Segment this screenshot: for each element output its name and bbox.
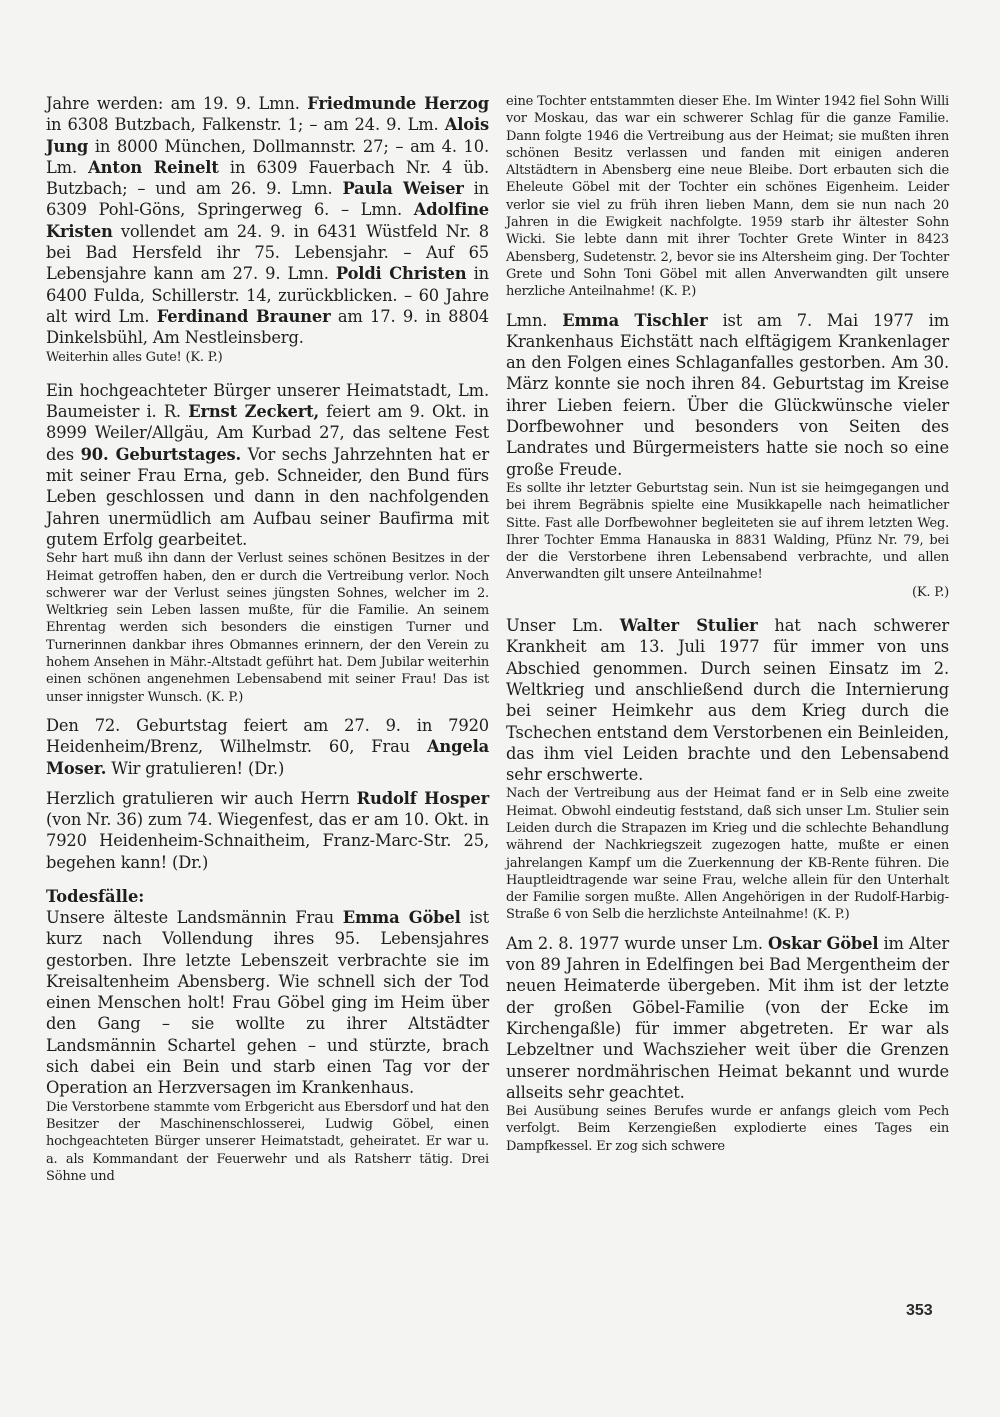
deaths-heading: Todesfälle: — [46, 886, 145, 906]
text-run: in 6400 Fulda, Schillerstr. 14, zurückblicken. – 60 Jahre alt wird Lm. — [46, 264, 489, 326]
stulier-obituary — [506, 615, 949, 785]
name-highlight: Alois Jung — [46, 115, 489, 156]
name-highlight: Emma Göbel — [342, 907, 461, 927]
oskar-goebel-detail: Bei Ausübung seines Berufes wurde er anfangs gleich vom Pech verfolgt. Beim Kerzengießen explodierte eines Tages ein Dampfkessel. Er zog sich schwere — [506, 1104, 949, 1154]
text-run: Am 2. 8. 1977 wurde unser Lm. — [506, 933, 768, 953]
text-run: feiert am 9. Okt. in 8999 Weiler/Allgäu, Am Kurbad 27, das seltene Fest des — [46, 402, 489, 464]
birthdays-list-paragraph — [46, 93, 489, 349]
text-run: ist am 7. Mai 1977 im Krankenhaus Eichstätt nach elftägigem Krankenlager an den Folgen eines Schlaganfalles gestorben. Am 30. März konnte sie noch ihren 84. Geburtstag im Kreise ihrer Lieben feiern. Über die Glückwünsche vieler Dorfbewohner und besonders von Seiten des Landrates und Bürgermeisters hatte sie noch so eine große Freude. — [506, 310, 949, 479]
text-run: am 17. 9. in 8804 Dinkelsbühl, Am Nestleinsberg. — [46, 306, 489, 348]
text-run: Ein hochgeachteter Bürger unserer Heimatstadt, Lm. Baumeister i. R. — [46, 380, 489, 422]
page-number: 353 — [906, 1302, 933, 1319]
text-run: ist kurz nach Vollendung ihres 95. Lebensjahres gestorben. Ihre letzte Lebenszeit verbrachte sie im Kreisaltenheim Abensberg. Wie schnell sich der Tod einen Menschen holt! Frau Göbel ging im Heim über den Gang – sie wollte zu ihrer Altstädter Landsmännin Schartel gehen – und stürzte, brach sich dabei ein Bein und starb einen Tag vor der Operation an Herzversagen im Krankenhaus. — [46, 907, 489, 1098]
hosper-announcement — [46, 788, 489, 873]
name-highlight: Anton Reinelt — [88, 157, 219, 177]
text-run: in 6309 Fauerbach Nr. 4 üb. Butzbach; – und am 26. 9. Lmn. — [46, 157, 489, 199]
name-highlight: Emma Tischler — [562, 310, 708, 330]
text-run: Unsere älteste Landsmännin Frau — [46, 907, 343, 927]
name-highlight: Paula Weiser — [342, 179, 464, 199]
name-highlight: Adolfine Kristen — [46, 200, 489, 241]
text-run: Unser Lm. — [506, 616, 620, 636]
name-highlight: Ernst Zeckert, — [188, 402, 320, 422]
text-run: hat nach schwerer Krankheit am 13. Juli 1977 für immer von uns Abschied genommen. Durch seinen Einsatz im 2. Weltkrieg und anschließend durch die Internierung bei seiner Heimkehr aus dem Krieg durch die Tschechen entstand dem Verstorbenen ein Beinleiden, das ihm viel Leiden brachte und den Lebensabend sehr erschwerte. — [506, 616, 950, 785]
text-run: Vor sechs Jahrzehnten hat er mit seiner Frau Erna, geb. Schneider, den Bund fürs Leben geschlossen und dann in den nachfolgenden Jahren unermüdlich am Aufbau seiner Baufirma mit gutem Erfolg gearbeitet. — [46, 444, 489, 549]
moser-announcement — [46, 715, 489, 779]
text-run: in 6308 Butzbach, Falkenstr. 1; – am 24. 9. Lm. — [46, 115, 445, 135]
goebel-obituary — [46, 907, 489, 1099]
tischler-detail: Es sollte ihr letzter Geburtstag sein. Nun ist sie heimgegangen und bei ihrem Begräbnis spielte eine Musikkapelle nach heimatlicher Sitte. Fast alle Dorfbewohner begleiteten sie auf ihrem letzten Weg. Ihrer Tochter Emma Hanauska in 8831 Walding, Pfünz Nr. 79, bei der die Verstorbene ihren Lebensabend verbrachte, und allen Anverwandten gilt unsere Anteilnahme! — [506, 480, 949, 583]
name-highlight: Ferdinand Brauner — [156, 306, 331, 326]
birthdays-closing: Weiterhin alles Gute! (K. P.) — [46, 349, 223, 365]
zeckert-detail: Sehr hart muß ihn dann der Verlust seines schönen Besitzes in der Heimat getroffen haben, den er durch die Vertreibung verlor. Noch schwerer war der Verlust seines jüngsten Sohnes, welcher im 2. Weltkrieg sein Leben lassen mußte, für die Familie. An seinem Ehrentag werden sich besonders die einstigen Turner und Turnerinnen dankbar ihres Obmannes erinnern, der den Verein zu hohem Ansehen in Mähr.-Altstadt geführt hat. Dem Jubilar weiterhin einen schönen angenehmen Lebensabend mit seiner Frau! Das ist unser innigster Wunsch. (K. P.) — [46, 551, 489, 705]
name-highlight: 90. Geburtstages. — [80, 444, 242, 464]
stulier-detail: Nach der Vertreibung aus der Heimat fand er in Selb eine zweite Heimat. Obwohl eindeutig feststand, daß sich unser Lm. Stulier sein Leiden durch die Strapazen im Krieg und die schlechte Behandlung während der Nachkriegszeit zugezogen hatte, mußte er einen jahrelangen Kampf um die Zuerkennung der KB-Rente führen. Die Hauptleidtragende war seine Frau, welche allein für den Unterhalt der Familie sorgen mußte. Allen Angehörigen in der Rudolf-Harbig-Straße 6 von Selb die herzlichste Anteilnahme! (K. P.) — [506, 786, 949, 923]
left-column — [46, 93, 489, 1185]
zeckert-announcement — [46, 380, 489, 550]
name-highlight: Angela Moser. — [46, 737, 489, 778]
name-highlight: Poldi Christen — [335, 264, 467, 284]
text-run: Jahre werden: am 19. 9. Lmn. — [46, 94, 308, 113]
goebel-obituary-continued: eine Tochter entstammten dieser Ehe. Im Winter 1942 fiel Sohn Willi vor Moskau, das war ein schwerer Schlag für die ganze Familie. Dann folgte 1946 die Vertreibung aus der Heimat; sie mußten ihren schönen Besitz verlassen und fanden mit einigen anderen Altstädtern in Abensberg eine neue Bleibe. Dort erbauten sich die Eheleute Göbel mit der Tochter ein schönes Eigenheim. Leider verlor sie viel zu früh ihren lieben Mann, dem sie nun nach 20 Jahren in die Ewigkeit nachfolgte. 1959 starb ihr ältester Sohn Wicki. Sie lebte dann mit ihrer Tochter Grete Winter in 8423 Abensberg, Sudetenstr. 2, bevor sie ins Altersheim ging. Der Tochter Grete und Sohn Toni Göbel mit allen Anverwandten gilt unsere herzliche Anteilnahme! (K. P.) — [506, 94, 949, 300]
name-highlight: Friedmunde Herzog — [307, 94, 489, 113]
name-highlight: Walter Stulier — [619, 616, 758, 636]
tischler-signature: (K. P.) — [912, 584, 949, 600]
text-run: Herzlich gratulieren wir auch Herrn — [46, 788, 357, 808]
tischler-obituary — [506, 310, 949, 480]
text-run: (von Nr. 36) zum 74. Wiegenfest, das er am 10. Okt. in 7920 Heidenheim-Schnaitheim, Franz-Marc-Str. 25, begehen kann! (Dr.) — [46, 810, 489, 872]
text-run: Wir gratulieren! (Dr.) — [106, 758, 285, 778]
goebel-detail: Die Verstorbene stammte vom Erbgericht aus Ebersdorf und hat den Besitzer der Maschinenschlosserei, Ludwig Göbel, einen hochgeachteten Bürger unserer Heimatstadt, geheiratet. Er war u. a. als Kommandant der Feuerwehr und als Ratsherr tätig. Drei Söhne und — [46, 1099, 489, 1184]
text-run: in 8000 München, Dollmannstr. 27; – am 4. 10. Lm. — [46, 136, 489, 177]
text-run: vollendet am 24. 9. in 6431 Wüstfeld Nr. 8 bei Bad Hersfeld ihr 75. Lebensjahr. – Auf 65 Lebensjahre kann am 27. 9. Lmn. — [46, 221, 489, 284]
right-column — [506, 93, 949, 1155]
text-run: Den 72. Geburtstag feiert am 27. 9. in 7920 Heidenheim/Brenz, Wilhelmstr. 60, Frau — [46, 715, 489, 757]
name-highlight: Oskar Göbel — [767, 933, 879, 953]
name-highlight: Rudolf Hosper — [356, 788, 489, 808]
text-run: Lmn. — [506, 310, 563, 330]
text-run: in 6309 Pohl-Göns, Springerweg 6. – Lmn. — [46, 179, 489, 220]
text-run: im Alter von 89 Jahren in Edelfingen bei Bad Mergentheim der neuen Heimaterde übergeben. Mit ihm ist der letzte der großen Göbel-Familie (von der Ecke im Kirchengaßle) für immer abgetreten. Er war als Lebzeltner und Wachszieher weit über die Grenzen unserer nordmährischen Heimat bekannt und wurde allseits sehr geachtet. — [506, 933, 950, 1102]
oskar-goebel-obituary — [506, 933, 949, 1103]
